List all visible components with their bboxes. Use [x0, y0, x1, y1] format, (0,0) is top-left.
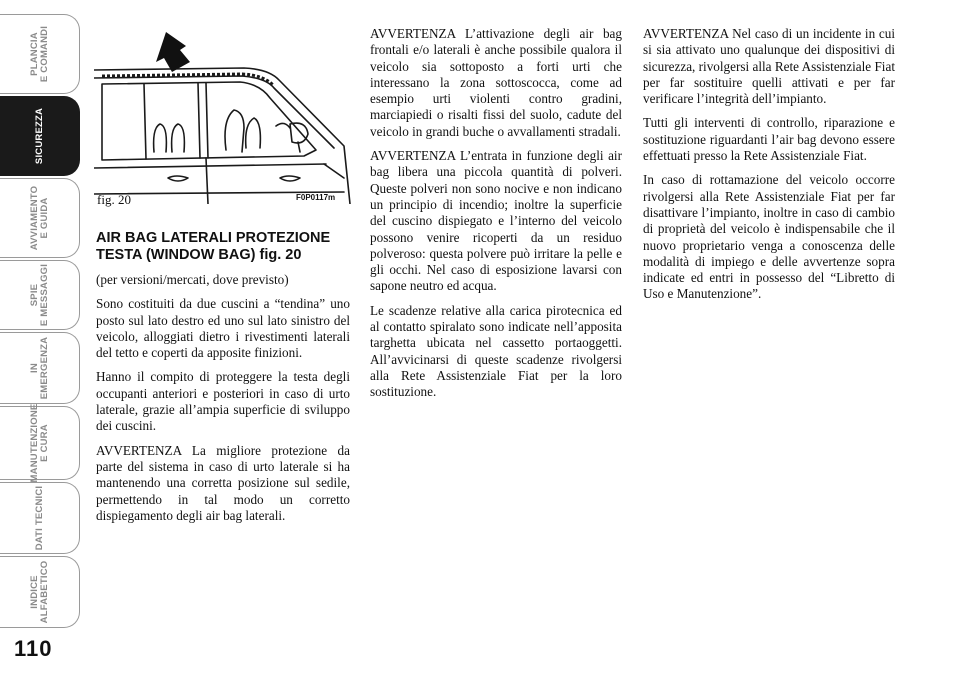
figure-code: F0P0117m — [296, 193, 336, 202]
column-2 — [370, 26, 622, 409]
tab-label: IN EMERGENZA — [28, 336, 50, 400]
page-number: 110 — [14, 636, 53, 661]
paragraph: In caso di rottamazione del veicolo occorre rivolgersi alla Rete Assistenziale Fiat per far disattivare l’impianto, inoltre in caso di cambio di proprietà del veicolo è indispensabile che il nuovo proprietario venga a conoscenza delle modalità di impiego e delle avvertenze sopra indicate ed entri in possesso del “Libretto di Uso e Manutenzione”. — [643, 172, 895, 302]
tab-indice-alfabetico[interactable] — [0, 556, 80, 628]
paragraph: Hanno il compito di proteggere la testa degli occupanti anteriori e posteriori in caso di urto laterale, grazie all’ampia superficie di sviluppo dei cuscini. — [96, 369, 350, 434]
tab-avviamento-e-guida[interactable] — [0, 178, 80, 258]
tab-label: DATI TECNICI — [33, 485, 45, 551]
tab-label: SICUREZZA — [33, 107, 45, 165]
tab-label: AVVIAMENTO E GUIDA — [28, 185, 50, 251]
tab-plancia-e-comandi[interactable] — [0, 14, 80, 94]
tab-label: MANUTENZIONE E CURA — [28, 403, 50, 483]
tab-label: PLANCIA E COMANDI — [28, 25, 50, 83]
van-side-illustration — [94, 28, 352, 204]
paragraph: AVVERTENZA L’attivazione degli air bag frontali e/o laterali è anche possibile qualora il veicolo sia sottoposto a forti urti che interessano la zona sottoscocca, come ad esempio urti violenti contro gradini, marciapiedi o risalti fissi del suolo, cadute del veicolo in grandi buche o avvallamenti stradali. — [370, 26, 622, 139]
tab-label: INDICE ALFABETICO — [28, 560, 50, 624]
paragraph: AVVERTENZA La migliore protezione da parte del sistema in caso di urto laterale si ha mantenendo una corretta posizione sul sedile, permettendo in tal modo un corretto dispiegamento degli air bag laterali. — [96, 442, 350, 523]
paragraph: AVVERTENZA Nel caso di un incidente in cui si sia attivato uno qualunque dei dispositivi di sicurezza, rivolgersi alla Rete Assistenziale Fiat per far sostituire quelli attivati e per far verificare l’integrità dell’impianto. — [643, 26, 895, 107]
column-1 — [96, 230, 350, 532]
tab-sicurezza[interactable] — [0, 96, 80, 176]
paragraph: AVVERTENZA L’entrata in funzione degli air bag libera una piccola quantità di polveri. Queste polveri non sono nocive e non indicano un principio di incendio; inoltre la superficie del cuscino dispiegato e l’interno del veicolo possono venire ricoperti da un residuo polveroso: questa polvere può irritare la pelle e gli occhi. Nel caso di esposizione lavarsi con sapone neutro ed acqua. — [370, 148, 622, 294]
paragraph: Tutti gli interventi di controllo, riparazione e sostituzione riguardanti l’air bag devono essere effettuati presso la Rete Assistenziale Fiat. — [643, 115, 895, 164]
chapter-sidebar — [0, 0, 88, 677]
column-3 — [643, 26, 895, 311]
figure-caption: fig. 20 — [97, 192, 131, 207]
tab-manutenzione-e-cura[interactable] — [0, 403, 80, 483]
tab-label: SPIE E MESSAGGI — [28, 263, 50, 327]
paragraph: Sono costituiti da due cuscini a “tendina” uno posto sul lato destro ed uno sul lato sinistro del veicolo, alloggiati dietro i rivestimenti laterali del tetto e coperti da apposite finizioni. — [96, 296, 350, 361]
tab-spie-e-messaggi[interactable] — [0, 260, 80, 330]
figure-window-bag — [94, 28, 352, 204]
paragraph: Le scadenze relative alla carica pirotecnica ed al contatto spiralato sono indicate nell’apposita targhetta ubicata nel cassetto portaoggetti. All’avvicinarsi di queste scadenze rivolgersi alla Rete Assistenziale Fiat per la loro sostituzione. — [370, 302, 622, 400]
tab-dati-tecnici[interactable] — [0, 482, 80, 554]
down-arrow-icon — [156, 32, 190, 72]
tab-in-emergenza[interactable] — [0, 332, 80, 404]
section-heading: AIR BAG LATERALI PROTEZIONE TESTA (WINDOW BAG) fig. 20 — [96, 230, 331, 263]
section-subheading: (per versioni/mercati, dove previsto) — [96, 272, 289, 287]
